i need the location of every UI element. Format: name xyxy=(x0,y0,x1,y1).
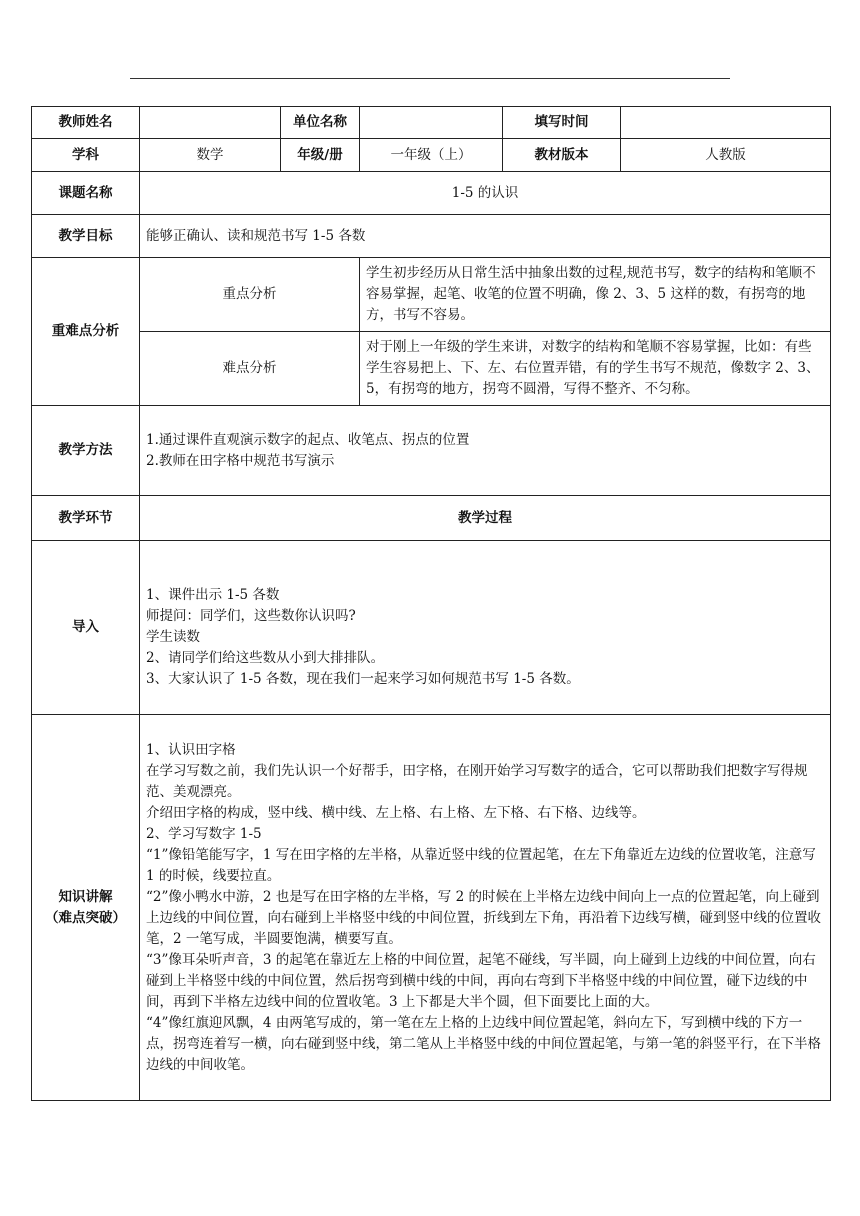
row-process-header xyxy=(32,496,831,541)
row-topic xyxy=(32,172,831,215)
teacher-name-label: 教师姓名 xyxy=(32,107,140,139)
edition-label: 教材版本 xyxy=(503,139,621,172)
unit-value xyxy=(360,107,503,139)
method-item: 1.通过课件直观演示数字的起点、收笔点、拐点的位置 xyxy=(146,431,470,448)
key-analysis-text: 学生初步经历从日常生活中抽象出数的过程,规范书写，数字的结构和笔顺不容易掌握，起笔、收笔的位置不明确，像 2、3、5 这样的数，有拐弯的地方，书写不容易。 xyxy=(360,258,831,332)
hard-analysis-text: 对于刚上一年级的学生来讲，对数字的结构和笔顺不容易掌握，比如：有些学生容易把上、下、左、右位置弄错，有的学生书写不规范，像数字 2、3、5，有拐弯的地方，拐弯不圆滑，写得不整齐、不匀称。 xyxy=(360,332,831,406)
method-label: 教学方法 xyxy=(32,406,140,496)
process-stage-label: 教学环节 xyxy=(32,496,140,541)
knowledge-paragraph: “2”像小鸭水中游，2 也是写在田字格的左半格，写 2 的时候在上半格左边线中间向上一点的位置起笔，向上碰到上边线的中间位置，向右碰到上半格竖中线的中间位置，折线到左下角，再沿着下边线写横，碰到竖中线的位置收笔，2 一笔写成，半圆要饱满，横要写直。 xyxy=(146,888,821,947)
hard-analysis-label: 难点分析 xyxy=(140,332,360,406)
knowledge-paragraph: 2、学习写数字 1-5 xyxy=(146,825,262,842)
intro-line: 学生读数 xyxy=(146,629,200,645)
key-analysis-label: 重点分析 xyxy=(140,258,360,332)
intro-line: 师提问：同学们，这些数你认识吗? xyxy=(146,608,356,624)
goal-label: 教学目标 xyxy=(32,215,140,258)
knowledge-paragraph: 在学习写数之前，我们先认识一个好帮手，田字格，在刚开始学习写数字的适合，它可以帮助我们把数字写得规范、美观漂亮。 xyxy=(146,762,808,800)
intro-line: 3、大家认识了 1-5 各数，现在我们一起来学习如何规范书写 1-5 各数。 xyxy=(146,671,580,687)
knowledge-label-line1: 知识讲解 xyxy=(58,888,113,905)
unit-label: 单位名称 xyxy=(281,107,360,139)
topic-label: 课题名称 xyxy=(32,172,140,215)
intro-line: 1、课件出示 1-5 各数 xyxy=(146,587,280,603)
teacher-name-value xyxy=(140,107,281,139)
date-value xyxy=(621,107,831,139)
method-content xyxy=(140,406,831,496)
knowledge-paragraph: “1”像铅笔能写字，1 写在田字格的左半格，从靠近竖中线的位置起笔，在左下角靠近左边线的位置收笔，注意写 1 的时候，线要拉直。 xyxy=(146,846,816,884)
date-label: 填写时间 xyxy=(503,107,621,139)
row-hard-analysis xyxy=(32,332,831,406)
knowledge-paragraph: 介绍田字格的构成，竖中线、横中线、左上格、右上格、左下格、右下格、边线等。 xyxy=(146,804,646,821)
row-goal xyxy=(32,215,831,258)
intro-label: 导入 xyxy=(32,541,140,715)
header-rule xyxy=(130,78,730,79)
row-teacher xyxy=(32,107,831,139)
process-title: 教学过程 xyxy=(140,496,831,541)
method-item: 2.教师在田字格中规范书写演示 xyxy=(146,452,335,469)
knowledge-label-line2: （难点突破） xyxy=(45,909,126,926)
intro-line: 2、请同学们给这些数从小到大排排队。 xyxy=(146,650,385,666)
edition-value: 人教版 xyxy=(621,139,831,172)
lesson-plan-table xyxy=(31,106,831,1101)
topic-value: 1-5 的认识 xyxy=(140,172,831,215)
goal-value: 能够正确认、读和规范书写 1-5 各数 xyxy=(140,215,831,258)
knowledge-paragraph: “4”像红旗迎风飘，4 由两笔写成的，第一笔在左上格的上边线中间位置起笔，斜向左下，写到横中线的下方一点，拐弯连着写一横，向右碰到竖中线，第二笔从上半格竖中线的中间位置起笔，与第一笔的斜竖平行，在下半格边线的中间收笔。 xyxy=(146,1014,821,1073)
knowledge-paragraph: 1、认识田字格 xyxy=(146,741,236,758)
grade-value: 一年级（上） xyxy=(360,139,503,172)
analysis-label: 重难点分析 xyxy=(32,258,140,406)
subject-label: 学科 xyxy=(32,139,140,172)
row-key-analysis xyxy=(32,258,831,332)
knowledge-label xyxy=(32,715,140,1101)
grade-label: 年级/册 xyxy=(281,139,360,172)
intro-content xyxy=(140,541,831,715)
knowledge-content xyxy=(140,715,831,1101)
row-subject xyxy=(32,139,831,172)
subject-value: 数学 xyxy=(140,139,281,172)
knowledge-paragraph: “3”像耳朵听声音，3 的起笔在靠近左上格的中间位置，起笔不碰线，写半圆，向上碰到上边线的中间位置，向右碰到上半格竖中线的中间位置，然后拐弯到横中线的中间，再向右弯到下半格竖中线的中间位置，碰下边线的中间，再到下半格左边线中间的位置收笔。3 上下都是大半个圆，但下面要比上面的大。 xyxy=(146,951,816,1010)
row-method xyxy=(32,406,831,496)
row-intro xyxy=(32,541,831,715)
row-knowledge xyxy=(32,715,831,1101)
